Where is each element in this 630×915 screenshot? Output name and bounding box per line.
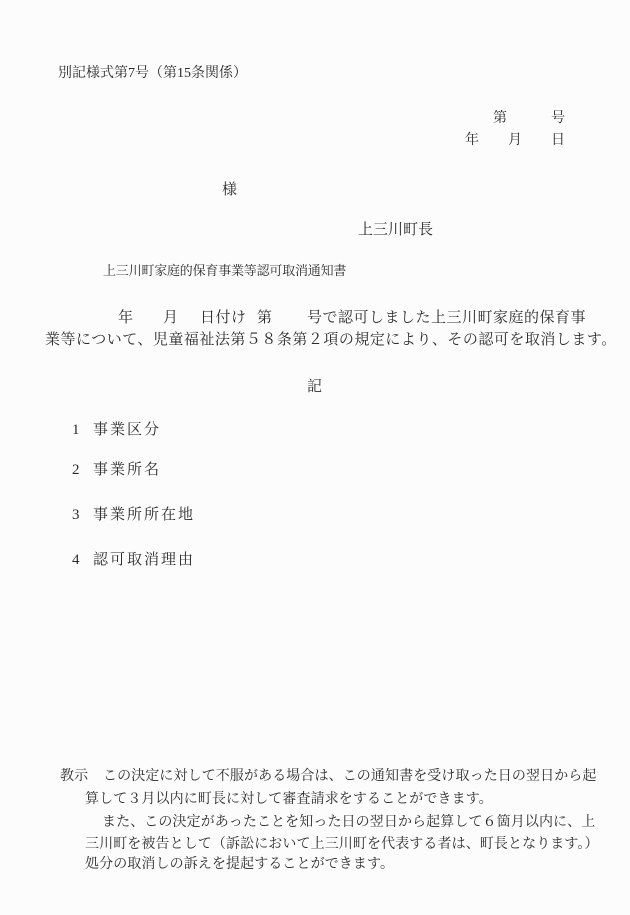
item-label: 事業所所在地 xyxy=(93,507,196,523)
notice-line: また、この決定があったことを知った日の翌日から起算して６箇月以内に、上 xyxy=(102,815,596,830)
item-number: 2 xyxy=(72,462,80,478)
body-year-label: 年 xyxy=(118,310,134,326)
item-number: 3 xyxy=(72,507,80,523)
notice-line: 算して３月以内に町長に対して審査請求をすることができます。 xyxy=(85,792,493,807)
doc-number-suffix: 号 xyxy=(551,111,565,126)
notice-line: 処分の取消しの訴えを提起することができます。 xyxy=(85,857,395,872)
body-day-label: 日付け xyxy=(200,310,247,326)
body-line-1: 号で認可しました上三川町家庭的保育事 xyxy=(307,310,587,326)
item-label: 事業区分 xyxy=(93,422,162,438)
item-label: 事業所名 xyxy=(93,462,162,478)
item-label: 認可取消理由 xyxy=(93,552,196,568)
notice-line: この決定に対して不服がある場合は、この通知書を受け取った日の翌日から起 xyxy=(103,769,597,784)
body-line-2: 業等について、児童福祉法第５８条第２項の規定により、その認可を取消します。 xyxy=(45,332,617,348)
item-number: 1 xyxy=(72,422,80,438)
doc-number-prefix: 第 xyxy=(493,111,507,126)
body-month-label: 月 xyxy=(163,310,179,326)
document-title: 上三川町家庭的保育事業等認可取消通知書 xyxy=(103,263,347,278)
notice-line: 三川町を被告として（訴訟において上三川町を代表する者は、町長となります。） xyxy=(85,837,599,852)
list-heading: 記 xyxy=(307,379,323,395)
recipient-honorific: 様 xyxy=(222,182,238,198)
notice-label: 教示 xyxy=(60,769,89,784)
sender-title: 上三川町長 xyxy=(358,222,434,238)
body-number-prefix: 第 xyxy=(257,310,273,326)
date-month-label: 月 xyxy=(508,133,522,148)
item-number: 4 xyxy=(72,552,80,568)
date-day-label: 日 xyxy=(551,133,565,148)
form-number: 別記様式第7号（第15条関係） xyxy=(58,66,247,81)
date-year-label: 年 xyxy=(465,133,479,148)
